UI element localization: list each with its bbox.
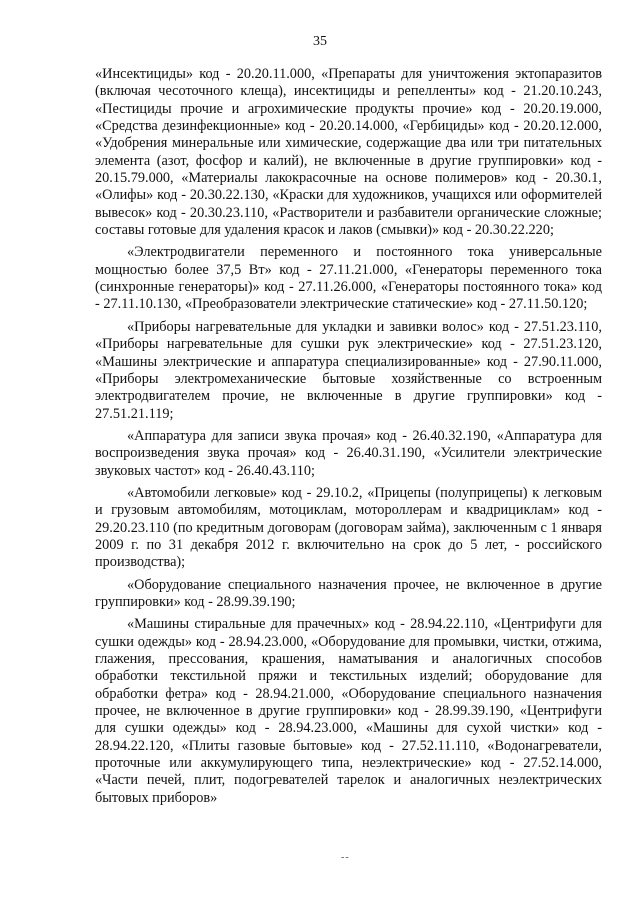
- paragraph-special-equipment: «Оборудование специального назначения прочее, не включенное в другие группировки» код - 28.99.39.190;: [95, 576, 602, 610]
- paragraph-heating-devices: «Приборы нагревательные для укладки и завивки волос» код - 27.51.23.110, «Приборы нагревательные для сушки рук электрические» код - 27.51.23.120, «Машины электрические и аппаратура специализированные» код - 27.90.11.000, «Приборы электромеханические бытовые хозяйственные со встроенным электродвигателем прочие, не включенные в другие группировки» код - 27.51.21.119;: [95, 318, 602, 422]
- paragraph-cars: «Автомобили легковые» код - 29.10.2, «Прицепы (полуприцепы) к легковым и грузовым автомобилям, мотоциклам, мотороллерам и квадрициклам» код - 29.20.23.110 (по кредитным договорам (договорам займа), заключенным с 1 января 2009 г. по 31 декабря 2012 г. включительно на срок до 5 лет, - российского производства);: [95, 484, 602, 571]
- paragraph-insecticides: «Инсектициды» код - 20.20.11.000, «Препараты для уничтожения эктопаразитов (включая чесоточного клеща), инсектициды и репелленты» код - 21.20.10.243, «Пестициды прочие и агрохимические продукты прочие» код - 20.20.19.000, «Средства дезинфекционные» код - 20.20.14.000, «Гербициды» код - 20.20.12.000, «Удобрения минеральные или химические, содержащие два или три питательных элемента (азот, фосфор и калий), не включенные в другие группировки» код - 20.15.79.000, «Материалы лакокрасочные на основе полимеров» код - 20.30.1, «Олифы» код - 20.30.22.130, «Краски для художников, учащихся или оформителей вывесок» код - 20.30.23.110, «Растворители и разбавители органические сложные; составы готовые для удаления красок и лаков (смывки)» код - 20.30.22.220;: [95, 66, 602, 239]
- paragraph-sound-equipment: «Аппаратура для записи звука прочая» код - 26.40.32.190, «Аппаратура для воспроизведения звука прочая» код - 26.40.31.190, «Усилители электрические звуковых частот» код - 26.40.43.110;: [95, 427, 602, 479]
- page-number: 35: [313, 34, 327, 49]
- paragraph-electric-motors: «Электродвигатели переменного и постоянного тока универсальные мощностью более 37,5 Вт» код - 27.11.21.000, «Генераторы переменного тока (синхронные генераторы)» код - 27.11.26.000, «Генераторы постоянного тока» код - 27.11.10.130, «Преобразователи электрические статические» код - 27.11.50.120;: [95, 244, 602, 313]
- document-body: [95, 66, 602, 812]
- paragraph-washing-machines: «Машины стиральные для прачечных» код - 28.94.22.110, «Центрифуги для сушки одежды» код - 28.94.23.000, «Оборудование для промывки, чистки, отжима, глажения, прессования, крашения, наматывания и аналогичных способов обработки текстильной пряжи и текстильных изделий; оборудование для обработки фетра» код - 28.94.21.000, «Оборудование специального назначения прочее, не включенное в другие группировки» код - 28.99.39.190, «Центрифуги для сушки одежды» код - 28.94.23.000, «Машины для сухой чистки» код - 28.94.22.120, «Плиты газовые бытовые» код - 27.52.11.110, «Водонагреватели, проточные или аккумулирующего типа, неэлектрические» код - 27.52.14.000, «Части печей, плит, подогревателей тарелок и аналогичных неэлектрических бытовых приборов»: [95, 616, 602, 806]
- footer-mark: --: [341, 852, 350, 863]
